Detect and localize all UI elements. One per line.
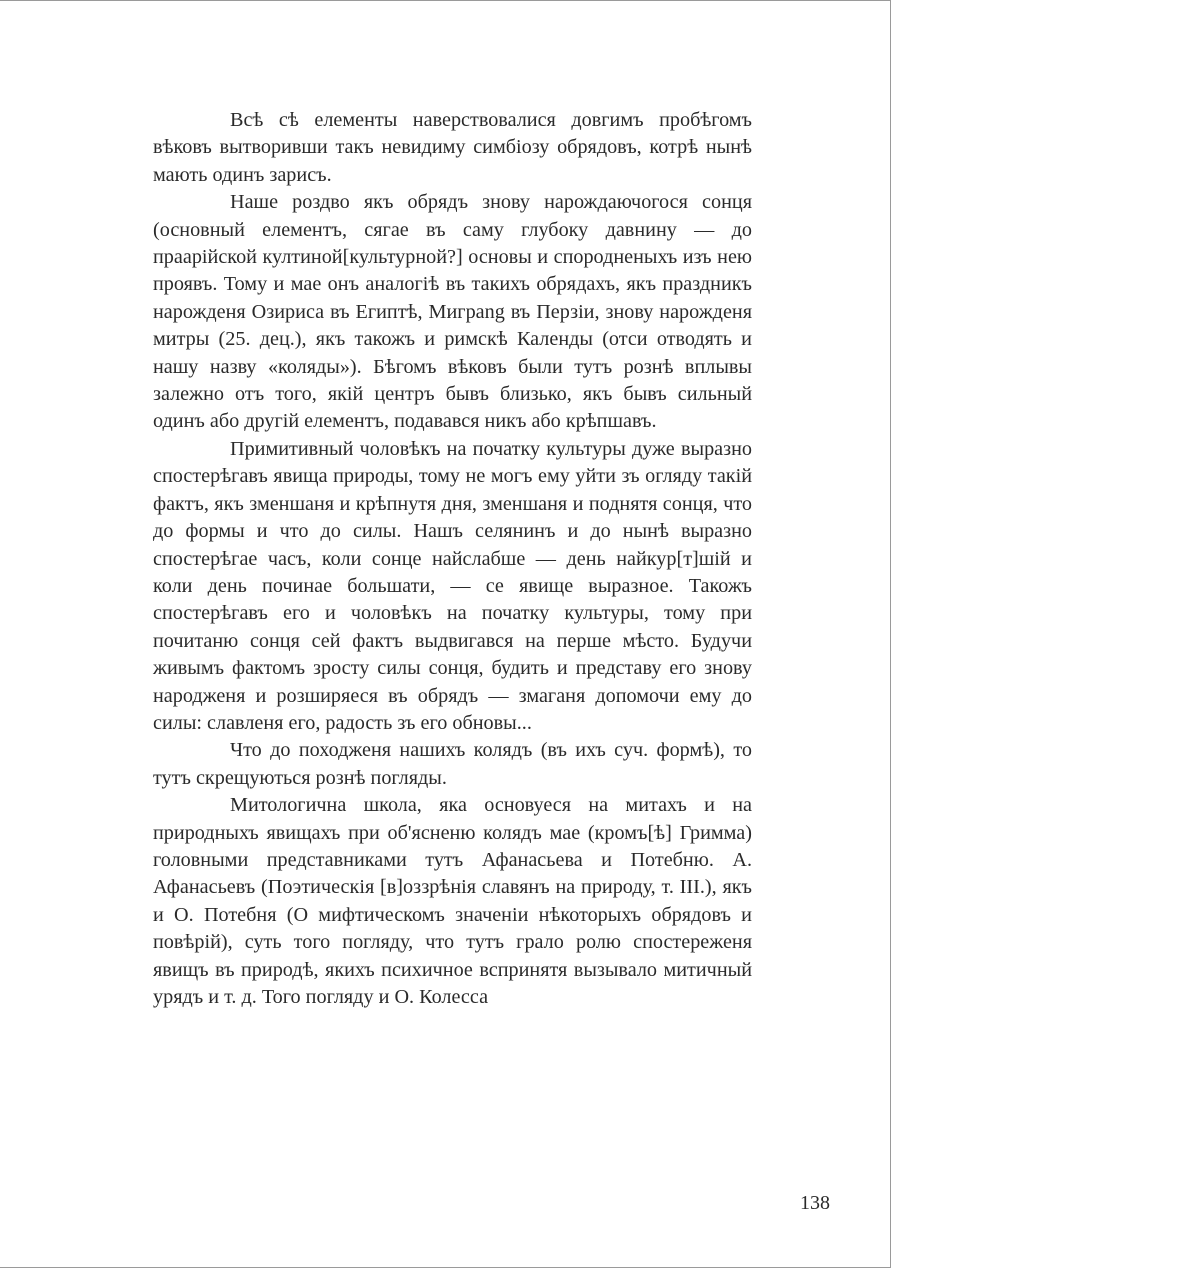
paragraph-1: Всѣ сѣ елементы наверствовалися довгимъ пробѣгомъ вѣковъ вытворивши такъ невидиму симбіозу обрядовъ, котрѣ нынѣ мають одинъ зарисъ. (153, 109, 752, 186)
page-number: 138 (800, 1192, 830, 1214)
body-text (153, 107, 752, 1011)
paragraph-2: Наше роздво якъ обрядъ знову нарождаючогося сонця (основный елементъ, сягае въ саму глубоку давнину — до праарійской култиной[культурной?] основы и спородненыхъ изъ нею проявъ. Тому и мае онъ аналогіѣ въ такихъ обрядахъ, якъ праздникъ нарожденя Озириса въ Египтѣ, Миграng въ Перзіи, знову нарожденя митры (25. дец.), якъ такожъ и римскѣ Календы (отси отводять и нашу назву «коляды»). Бѣгомъ вѣковъ были тутъ рознѣ вплывы залежно отъ того, якій центръ бывъ близько, якъ бывъ сильный одинъ або другій елементъ, подавався никъ або крѣпшавъ. (153, 191, 752, 433)
paragraph-4: Что до походженя нашихъ колядъ (въ ихъ суч. формѣ), то тутъ скрещуються рознѣ погляды. (153, 739, 752, 789)
paragraph-5: Митологична школа, яка основуеся на митахъ и на природныхъ явищахъ при об'ясненю колядъ мае (кромъ[ѣ] Гримма) головными представниками тутъ Афанасьева и Потебню. А. Афанасьевъ (Поэтическія [в]оззрѣнія славянъ на природу, т. III.), якъ и О. Потебня (О мифтическомъ значеніи нѣкоторыхъ обрядовъ и повѣрій), суть того погляду, что тутъ грало ролю спостереженя явищъ въ природѣ, якихъ психичное вспринятя вызывало митичный урядъ и т. д. Того погляду и О. Колесса (153, 794, 752, 1008)
paragraph-3: Примитивный чоловѣкъ на початку культуры дуже выразно спостерѣгавъ явища природы, тому не могъ ему уйти зъ огляду такій фактъ, якъ зменшаня и крѣпнутя дня, зменшаня и поднятя сонця, что до формы и что до силы. Нашъ селянинъ и до нынѣ выразно спостерѣгае часъ, коли сонце найслабше — день найкур[т]шій и коли день починае большати, — се явище выразное. Такожъ спостерѣгавъ его и чоловѣкъ на початку культуры, тому при почитаню сонця сей фактъ выдвигався на перше мѣсто. Будучи живымъ фактомъ зросту силы сонця, будить и представу его знову народженя и розширяеся въ обрядъ — змаганя допомочи ему до силы: славленя его, радость зъ его обновы... (153, 437, 752, 734)
